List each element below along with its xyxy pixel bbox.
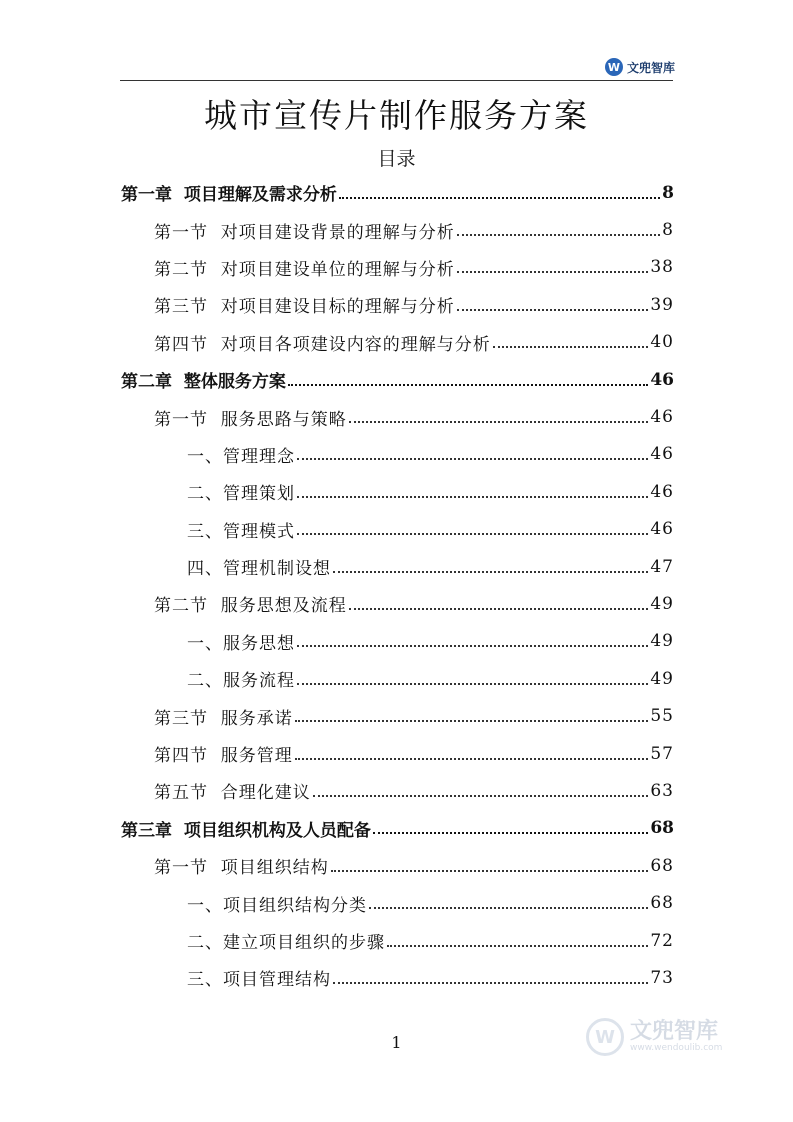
toc-entry-page: 49	[650, 593, 674, 614]
toc-dot-leader	[331, 870, 649, 872]
toc-dot-leader	[297, 683, 648, 685]
toc-entry-page: 38	[650, 257, 674, 278]
toc-entry[interactable]	[121, 211, 674, 248]
toc-entry-page: 63	[650, 780, 674, 801]
toc-entry[interactable]	[121, 810, 674, 847]
toc-entry[interactable]	[121, 697, 674, 734]
toc-entry-label: 二、服务流程	[187, 671, 295, 692]
toc-dot-leader	[297, 645, 648, 647]
header-divider	[120, 80, 673, 81]
toc-entry-label: 第二节 对项目建设单位的理解与分析	[154, 259, 455, 280]
toc-entry[interactable]	[121, 249, 674, 286]
toc-entry-label: 第三章 项目组织机构及人员配备	[121, 820, 371, 841]
toc-dot-leader	[457, 309, 649, 311]
toc-entry-label: 一、管理理念	[187, 446, 295, 467]
toc-dot-leader	[339, 197, 660, 199]
toc-dot-leader	[387, 945, 648, 947]
toc-dot-leader	[373, 832, 648, 834]
toc-entry-label: 第五节 合理化建议	[154, 783, 311, 804]
toc-entry[interactable]	[121, 623, 674, 660]
toc-dot-leader	[295, 758, 649, 760]
page-number: 1	[391, 1033, 402, 1052]
toc-entry-page: 47	[650, 556, 674, 577]
toc-entry-label: 四、管理机制设想	[187, 559, 331, 580]
toc-entry[interactable]	[121, 324, 674, 361]
toc-dot-leader	[349, 421, 649, 423]
toc-entry-label: 第一节 服务思路与策略	[154, 409, 347, 430]
toc-entry-label: 第一节 项目组织结构	[154, 858, 329, 879]
toc-entry-label: 一、项目组织结构分类	[187, 895, 367, 916]
toc-entry-page: 8	[662, 182, 674, 203]
wendou-logo-icon: W	[605, 58, 623, 76]
toc-entry-page: 39	[650, 294, 674, 315]
toc-dot-leader	[313, 795, 649, 797]
toc-entry[interactable]	[121, 511, 674, 548]
toc-entry-page: 68	[650, 818, 674, 839]
toc-entry-page: 46	[650, 519, 674, 540]
header-logo	[605, 58, 675, 76]
toc-entry-label: 第三节 服务承诺	[154, 708, 293, 729]
toc-entry[interactable]	[121, 922, 674, 959]
toc-entry[interactable]	[121, 286, 674, 323]
toc-entry[interactable]	[121, 959, 674, 996]
toc-entry[interactable]	[121, 884, 674, 921]
toc-dot-leader	[288, 384, 648, 386]
toc-entry-label: 第四节 对项目各项建设内容的理解与分析	[154, 334, 491, 355]
toc-entry[interactable]	[121, 847, 674, 884]
toc-entry-label: 二、建立项目组织的步骤	[187, 933, 385, 953]
toc-dot-leader	[493, 346, 649, 348]
watermark-logo-icon: W	[586, 1018, 624, 1056]
toc-entry-page: 68	[650, 893, 674, 914]
toc-dot-leader	[297, 458, 648, 460]
toc-entry-page: 46	[650, 444, 674, 465]
toc-entry[interactable]	[121, 585, 674, 622]
toc-heading: 目录	[377, 148, 416, 170]
document-title: 城市宣传片制作服务方案	[204, 96, 589, 135]
toc-entry-label: 第三节 对项目建设目标的理解与分析	[154, 297, 455, 318]
header-logo-text: 文兜智库	[626, 60, 675, 75]
toc-entry[interactable]	[121, 361, 674, 398]
toc-entry-label: 三、管理模式	[187, 521, 295, 542]
table-of-contents	[121, 174, 674, 997]
toc-entry-page: 49	[650, 668, 674, 689]
toc-entry-page: 57	[650, 743, 674, 764]
toc-entry-page: 72	[650, 930, 674, 951]
toc-entry[interactable]	[121, 772, 674, 809]
toc-entry[interactable]	[121, 436, 674, 473]
toc-entry-page: 46	[650, 369, 674, 390]
toc-entry-label: 第一节 对项目建设背景的理解与分析	[154, 222, 455, 243]
toc-dot-leader	[333, 982, 648, 984]
toc-entry-page: 40	[650, 332, 674, 353]
toc-entry-label: 第一章 项目理解及需求分析	[121, 185, 337, 206]
toc-entry[interactable]	[121, 660, 674, 697]
toc-entry-label: 第四节 服务管理	[154, 746, 293, 767]
toc-entry[interactable]	[121, 473, 674, 510]
toc-dot-leader	[297, 533, 648, 535]
toc-entry[interactable]	[121, 398, 674, 435]
toc-dot-leader	[457, 271, 649, 273]
toc-entry-label: 第二章 整体服务方案	[121, 372, 286, 393]
toc-entry-page: 8	[662, 220, 674, 241]
toc-dot-leader	[457, 234, 660, 236]
toc-dot-leader	[333, 571, 648, 573]
toc-entry-label: 三、项目管理结构	[187, 970, 331, 991]
toc-entry-label: 第二节 服务思想及流程	[154, 596, 347, 617]
toc-entry-page: 46	[650, 407, 674, 428]
toc-entry-page: 46	[650, 481, 674, 502]
toc-entry-label: 二、管理策划	[187, 484, 295, 505]
toc-entry-label: 一、服务思想	[187, 633, 295, 654]
watermark	[586, 1018, 722, 1056]
toc-dot-leader	[297, 496, 648, 498]
toc-entry[interactable]	[121, 735, 674, 772]
toc-dot-leader	[295, 720, 649, 722]
toc-entry-page: 73	[650, 967, 674, 988]
toc-dot-leader	[349, 608, 649, 610]
toc-entry-page: 55	[650, 706, 674, 727]
toc-entry-page: 49	[650, 631, 674, 652]
toc-entry-page: 68	[650, 855, 674, 876]
toc-entry[interactable]	[121, 174, 674, 211]
watermark-url: www.wendoulib.com	[630, 1043, 723, 1054]
toc-entry[interactable]	[121, 548, 674, 585]
toc-dot-leader	[369, 907, 648, 909]
watermark-name: 文兜智库	[630, 1018, 719, 1044]
